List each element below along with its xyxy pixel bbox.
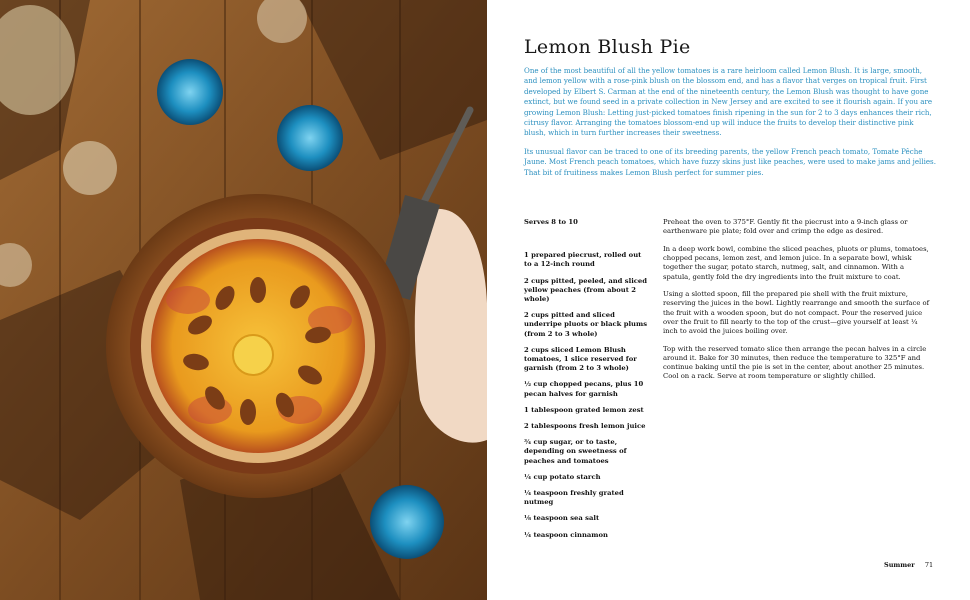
lemon-slice (233, 335, 273, 375)
method-column (663, 218, 931, 390)
method-step: Preheat the oven to 375°F. Gently fit the piecrust into a 9-inch glass or earthenware pie plate; fold over and crimp the edge as desired. (663, 218, 908, 236)
ingredient-item: ¾ cup sugar, or to taste, depending on sweetness of peaches and tomatoes (524, 438, 627, 465)
method-step: In a deep work bowl, combine the sliced peaches, pluots or plums, tomatoes, chopped pecans, lemon zest, and lemon juice. In a separate bowl, whisk together the sugar, potato starch, nutmeg, salt, and cinnamon. With a spatula, gently fold the dry ingredients into the fruit mixture to coat. (663, 244, 929, 281)
ingredient-item: 1 prepared piecrust, rolled out to a 12-inch round (524, 251, 642, 269)
serves-line: Serves 8 to 10 (524, 218, 578, 226)
recipe-intro (524, 66, 936, 186)
recipe-page (487, 0, 970, 600)
recipe-title: Lemon Blush Pie (524, 36, 691, 58)
ingredient-item: ½ cup chopped pecans, plus 10 pecan halves for garnish (524, 380, 644, 398)
ingredient-item: ¼ cup potato starch (524, 472, 601, 481)
intro-paragraph: One of the most beautiful of all the yellow tomatoes is a rare heirloom called Lemon Blush. It is large, smooth, and lemon yellow with a rose-pink blush on the blossom end, and has a flavor that verges on tropical fruit. First developed by Elbert S. Carman at the end of the nineteenth century, the Lemon Blush was thought to have gone extinct, but we found seed in a private collection in New Jersey and are excited to see it flourish again. If you are growing Lemon Blush: Letting just-picked tomatoes finish ripening in the sun for 2 to 3 days enhances their rich, citrusy flavor. Arranging the tomatoes blossom-end up will induce the fruits to develop their distinctive pink blush, which in turn further increases their sweetness. (524, 66, 933, 138)
ingredient-item: 2 cups pitted and sliced underripe pluots or black plums (from 2 to 3 whole) (524, 311, 648, 338)
ingredient-item: 2 tablespoons fresh lemon juice (524, 422, 646, 431)
ingredient-item: 2 cups pitted, peeled, and sliced yellow peaches (from about 2 whole) (524, 276, 648, 304)
page-footer (884, 561, 933, 569)
intro-paragraph: Its unusual flavor can be traced to one of its breeding parents, the yellow French peach tomato, Tomate Pêche Jaune. Most French peach tomatoes, which have fuzzy skins just like peaches, were used to make jams and jellies. That bit of fruitiness makes Lemon Blush perfect for summer pies. (524, 146, 936, 177)
section-name: Summer (884, 561, 915, 569)
method-step: Using a slotted spoon, fill the prepared pie shell with the fruit mixture, reserving the juices in the bowl. Lightly rearrange and smooth the surface of the fruit with a wooden spoon, but do not compact. Pour the reserved juice over the fruit to fill nearly to the top of the crust—give yourself at least ¼ inch to avoid the juices boiling over. (663, 290, 930, 336)
ingredient-item: 2 cups sliced Lemon Blush tomatoes, 1 slice reserved for garnish (from 2 to 3 whole) (524, 345, 637, 373)
ingredient-item: ¼ teaspoon cinnamon (524, 530, 608, 539)
ingredient-item: 1 tablespoon grated lemon zest (524, 405, 644, 414)
ingredients-column (524, 218, 650, 547)
page-number: 71 (924, 561, 934, 569)
ingredient-item: ¼ teaspoon freshly grated nutmeg (524, 489, 624, 507)
ingredient-item: ⅛ teaspoon sea salt (524, 514, 600, 523)
method-step: Top with the reserved tomato slice then arrange the pecan halves in a circle around it. Bake for 30 minutes, then reduce the temperature to 325°F and continue baking until the pie is set in the center, about another 25 minutes. Cool on a rack. Serve at room temperature or slightly chilled. (663, 344, 927, 381)
ingredient-list (524, 251, 650, 540)
